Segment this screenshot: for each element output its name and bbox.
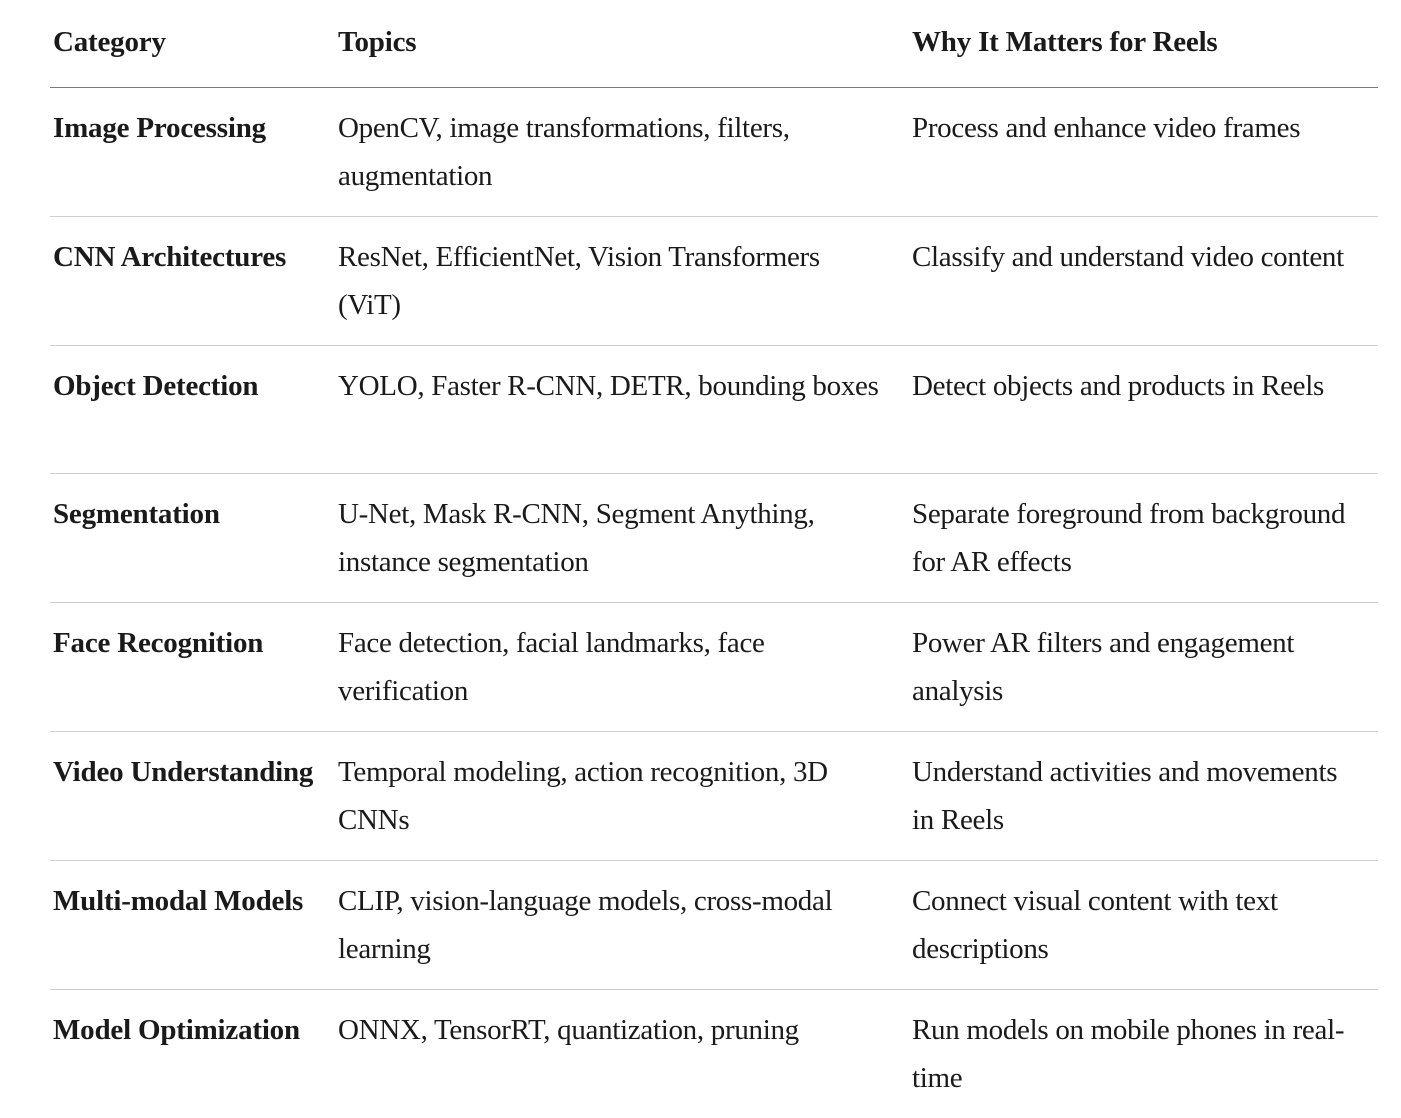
category-cell: Object Detection xyxy=(50,345,335,473)
topics-cell: CLIP, vision-language models, cross-modal learning xyxy=(335,860,909,989)
table-header xyxy=(50,0,1378,87)
topics-table-container xyxy=(50,0,1378,1118)
topics-cell: OpenCV, image transformations, filters, augmentation xyxy=(335,87,909,216)
why-cell: Separate foreground from background for AR effects xyxy=(909,473,1378,602)
topics-cell: YOLO, Faster R-CNN, DETR, bounding boxes xyxy=(335,345,909,473)
table-row xyxy=(50,216,1378,345)
why-cell: Understand activities and movements in Reels xyxy=(909,731,1378,860)
header-row xyxy=(50,0,1378,87)
table-row xyxy=(50,989,1378,1118)
topics-cell: Temporal modeling, action recognition, 3D CNNs xyxy=(335,731,909,860)
table-row xyxy=(50,860,1378,989)
why-cell: Classify and understand video content xyxy=(909,216,1378,345)
category-cell: CNN Architectures xyxy=(50,216,335,345)
why-cell: Process and enhance video frames xyxy=(909,87,1378,216)
why-cell: Detect objects and products in Reels xyxy=(909,345,1378,473)
table-row xyxy=(50,87,1378,216)
table-row xyxy=(50,473,1378,602)
topics-cell: ONNX, TensorRT, quantization, pruning xyxy=(338,1013,799,1046)
table-row xyxy=(50,731,1378,860)
category-cell: Video Understanding xyxy=(50,731,335,860)
table-body xyxy=(50,87,1378,1118)
why-cell: Connect visual content with text descriptions xyxy=(909,860,1378,989)
header-category: Category xyxy=(50,0,335,87)
category-cell: Image Processing xyxy=(50,87,335,216)
category-cell: Segmentation xyxy=(50,473,335,602)
topics-table xyxy=(50,0,1378,1118)
category-cell: Face Recognition xyxy=(50,602,335,731)
category-cell: Multi-modal Models xyxy=(50,860,335,989)
header-topics: Topics xyxy=(335,0,909,87)
header-why-it-matters: Why It Matters for Reels xyxy=(909,0,1378,87)
topics-cell: U-Net, Mask R-CNN, Segment Anything, instance segmentation xyxy=(335,473,909,602)
category-cell: Model Optimization xyxy=(53,1013,300,1046)
table-row xyxy=(50,602,1378,731)
topics-cell: ResNet, EfficientNet, Vision Transformers (ViT) xyxy=(335,216,909,345)
topics-cell: Face detection, facial landmarks, face verification xyxy=(335,602,909,731)
table-row xyxy=(50,345,1378,473)
why-cell: Power AR filters and engagement analysis xyxy=(909,602,1378,731)
why-cell: Run models on mobile phones in real-time xyxy=(912,1013,1345,1094)
